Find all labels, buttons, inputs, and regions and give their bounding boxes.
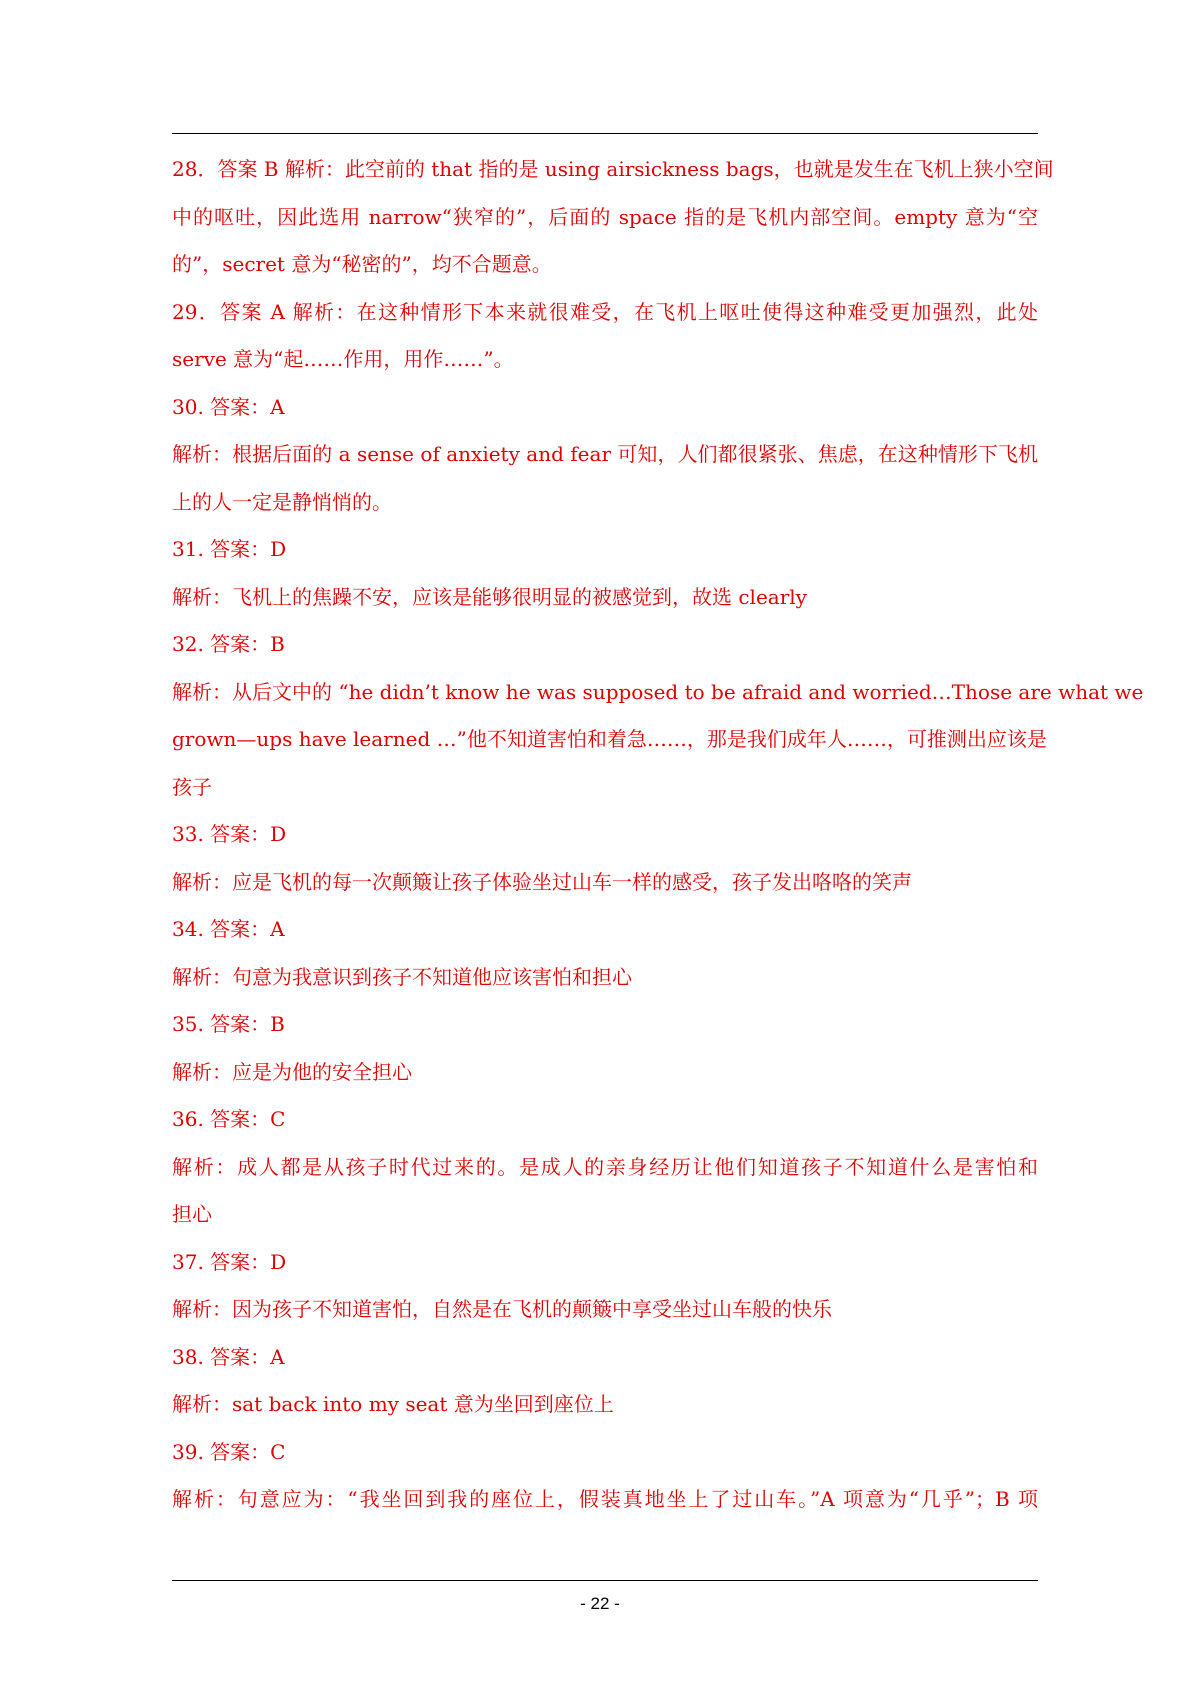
text-line: 担心 bbox=[172, 1202, 212, 1226]
text-line: 解析：从后文中的 “he didn’t know he was supposed to be afraid and worried…Those are what we bbox=[172, 679, 1144, 704]
answer-line: 33. 答案：D bbox=[172, 822, 287, 846]
text-line: 解析：应是飞机的每一次颠簸让孩子体验坐过山车一样的感受，孩子发出咯咯的笑声 bbox=[172, 869, 912, 894]
answer-line: 38. 答案：A bbox=[172, 1344, 285, 1369]
answer-line: 32. 答案：B bbox=[172, 632, 285, 656]
text-line: serve 意为“起……作用，用作……”。 bbox=[172, 347, 514, 371]
text-line: 29．答案 A 解析：在这种情形下本来就很难受，在飞机上呕吐使得这种难受更加强烈，此处 bbox=[172, 299, 1038, 324]
text-line: 解析：句意为我意识到孩子不知道他应该害怕和担心 bbox=[172, 964, 632, 989]
header-rule bbox=[172, 133, 1038, 134]
text-line: 解析：因为孩子不知道害怕，自然是在飞机的颠簸中享受坐过山车般的快乐 bbox=[172, 1297, 832, 1321]
answer-line: 31. 答案：D bbox=[172, 537, 287, 561]
answer-line: 37. 答案：D bbox=[172, 1249, 287, 1274]
text-line: 的”，secret 意为“秘密的”，均不合题意。 bbox=[172, 252, 552, 276]
answer-explanations bbox=[172, 146, 1144, 1524]
text-line: 解析：句意应为：“我坐回到我的座位上，假装真地坐上了过山车。”A 项意为“几乎”；B 项 bbox=[172, 1487, 1038, 1511]
footer-rule bbox=[172, 1580, 1038, 1581]
page-number: - 22 - bbox=[580, 1594, 620, 1613]
answer-line: 35. 答案：B bbox=[172, 1012, 285, 1036]
text-line: 28．答案 B 解析：此空前的 that 指的是 using airsickness bags，也就是发生在飞机上狭小空间 bbox=[172, 157, 1054, 181]
answer-line: 30. 答案：A bbox=[172, 394, 285, 419]
text-line: 孩子 bbox=[172, 774, 212, 799]
text-line: 上的人一定是静悄悄的。 bbox=[172, 489, 392, 514]
text-line: 解析：应是为他的安全担心 bbox=[172, 1059, 412, 1084]
text-line: 解析：sat back into my seat 意为坐回到座位上 bbox=[172, 1392, 614, 1416]
text-line: 解析：成人都是从孩子时代过来的。是成人的亲身经历让他们知道孩子不知道什么是害怕和 bbox=[172, 1154, 1038, 1179]
text-line: grown—ups have learned …”他不知道害怕和着急……，那是我们成年人……，可推测出应该是 bbox=[172, 727, 1047, 751]
answer-line: 36. 答案：C bbox=[172, 1107, 286, 1131]
answer-line: 34. 答案：A bbox=[172, 917, 285, 941]
text-line: 中的呕吐，因此选用 narrow“狭窄的”，后面的 space 指的是飞机内部空间。empty 意为“空 bbox=[172, 204, 1038, 229]
text-line: 解析：飞机上的焦躁不安，应该是能够很明显的被感觉到，故选 clearly bbox=[172, 584, 807, 609]
answer-line: 39. 答案：C bbox=[172, 1439, 286, 1464]
text-line: 解析：根据后面的 a sense of anxiety and fear 可知，人们都很紧张、焦虑，在这种情形下飞机 bbox=[172, 442, 1038, 466]
